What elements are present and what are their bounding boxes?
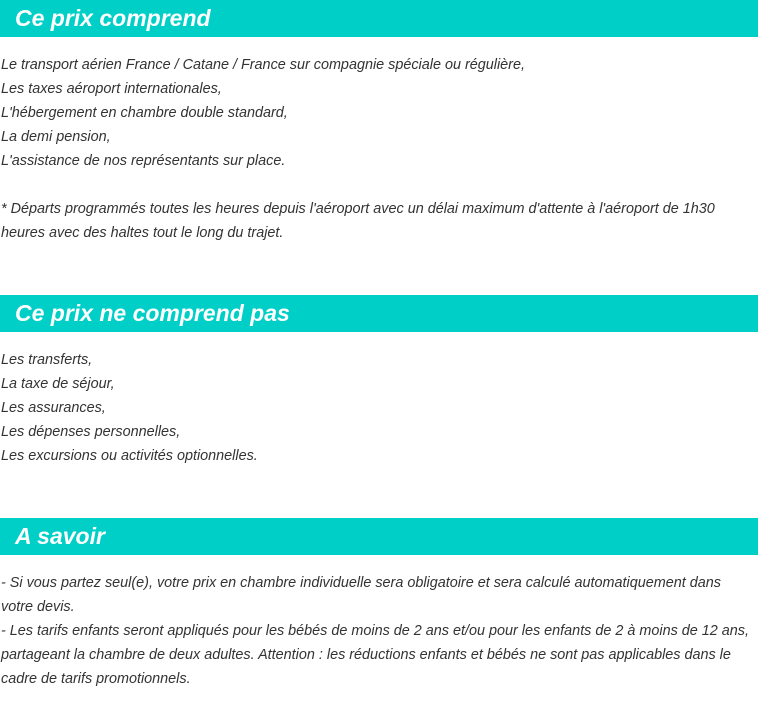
- section-header-not-included: [0, 295, 758, 332]
- section-header-good-to-know: [0, 518, 758, 555]
- list-item: L'hébergement en chambre double standard,: [1, 105, 288, 121]
- list-item: Les excursions ou activités optionnelles.: [1, 448, 258, 464]
- list-item: La demi pension,: [1, 129, 111, 145]
- list-item: La taxe de séjour,: [1, 376, 115, 392]
- section-body-included: [1, 53, 755, 245]
- footnote: * Départs programmés toutes les heures depuis l'aéroport avec un délai maximum d'attente à l'aéroport de 1h30 heures avec des haltes tout le long du trajet.: [1, 201, 715, 241]
- list-item: L'assistance de nos représentants sur place.: [1, 153, 286, 169]
- section-header-included: [0, 0, 758, 37]
- spacer: [1, 173, 755, 197]
- section-body-good-to-know: [1, 571, 755, 691]
- section-title: A savoir: [15, 523, 105, 549]
- section-title: Ce prix ne comprend pas: [15, 300, 290, 326]
- list-item: Les transferts,: [1, 352, 93, 368]
- section-title: Ce prix comprend: [15, 5, 211, 31]
- info-paragraph: - Si vous partez seul(e), votre prix en chambre individuelle sera obligatoire et sera calculé automatiquement dans votre devis.: [1, 575, 721, 615]
- info-paragraph: - Les tarifs enfants seront appliqués pour les bébés de moins de 2 ans et/ou pour les enfants de 2 à moins de 12 ans, partageant la chambre de deux adultes. Attention : les réductions enfants et bébés ne sont pas applicables dans le cadre de tarifs promotionnels.: [1, 623, 749, 687]
- list-item: Les taxes aéroport internationales,: [1, 81, 222, 97]
- list-item: Les dépenses personnelles,: [1, 424, 181, 440]
- list-item: Le transport aérien France / Catane / France sur compagnie spéciale ou régulière,: [1, 57, 525, 73]
- list-item: Les assurances,: [1, 400, 106, 416]
- section-body-not-included: [1, 348, 755, 468]
